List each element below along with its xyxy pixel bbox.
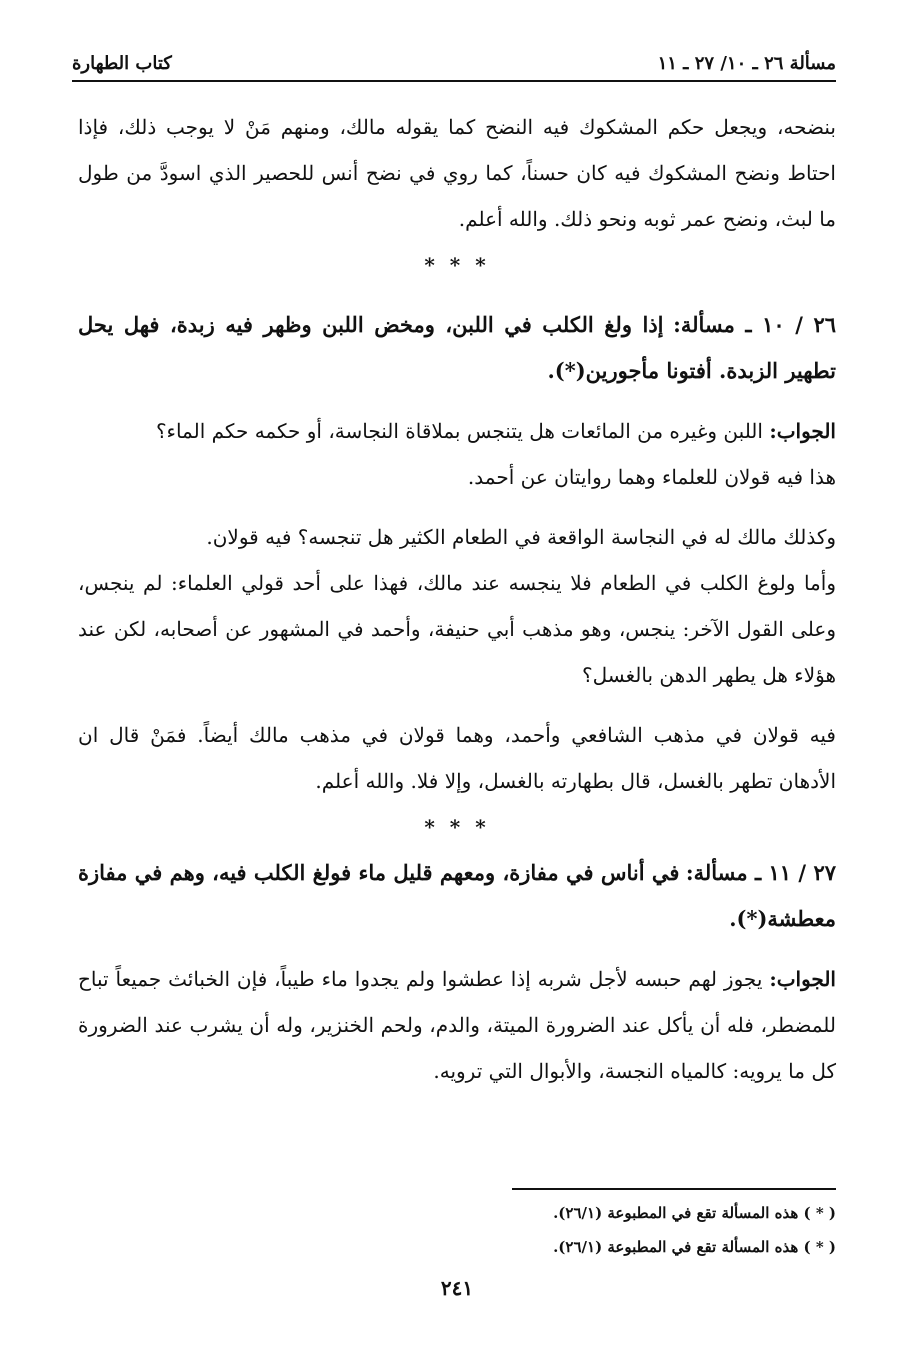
question-26 (78, 302, 836, 394)
question-27-heading: ٢٧ / ١١ ـ مسألة: (685, 860, 836, 885)
answer-26-paragraph: هذا فيه قولان للعلماء وهما روايتان عن أحمد. (467, 465, 836, 489)
question-26-heading: ٢٦ / ١٠ ـ مسألة: (673, 312, 836, 337)
question-27 (78, 850, 836, 942)
answer-27-paragraph (78, 956, 836, 1094)
header-rule (72, 80, 836, 82)
page-number: ٢٤١ (440, 1276, 474, 1300)
running-header (72, 38, 836, 74)
answer-27-text: يجوز لهم حبسه لأجل شربه إذا عطشوا ولم يجدوا ماء طيباً، فإن الخبائث جميعاً تباح للمضطر، فله أن يأكل عند الضرورة الميتة، والدم، ولحم الخنزير، وله أن يشرب عند الضرورة كل ما يرويه: كالمياه النجسة، والأبوال التي ترويه. (78, 967, 836, 1083)
answer-26-paragraph: وكذلك مالك له في النجاسة الواقعة في الطعام الكثير هل تنجسه؟ فيه قولان. (206, 525, 836, 549)
answer-26-paragraph (78, 408, 836, 454)
answer-27-label: الجواب: (769, 967, 836, 991)
footnote: ( * ) هذه المسألة تقع في المطبوعة (٢٦/١). (553, 1204, 836, 1222)
book-title: كتاب الطهارة (72, 53, 172, 74)
section-separator: * * * (424, 253, 490, 277)
footnote-rule (512, 1188, 836, 1190)
section-separator: * * * (424, 815, 490, 839)
footnote: ( * ) هذه المسألة تقع في المطبوعة (٢٦/١). (553, 1238, 836, 1256)
answer-26-label: الجواب: (769, 419, 836, 443)
answer-26-paragraph: وأما ولوغ الكلب في الطعام فلا ينجسه عند مالك، فهذا على أحد قولي العلماء: لم ينجس، وعلى القول الآخر: ينجس، وهو مذهب أبي حنيفة، وأحمد في المشهور عن أصحابه، لكن عند هؤلاء هل يطهر الدهن بالغسل؟ (78, 571, 836, 687)
answer-26-paragraph: فيه قولان في مذهب الشافعي وأحمد، وهما قولان في مذهب مالك أيضاً. فمَنْ قال ان الأدهان تطهر بالغسل، قال بطهارته بالغسل، وإلا فلا. والله أعلم. (78, 723, 836, 793)
intro-paragraph: بنضحه، ويجعل حكم المشكوك فيه النضح كما يقوله مالك، ومنهم مَنْ لا يوجب ذلك، فإذا احتاط ونضح المشكوك فيه كان حسناً، كما روي في نضح أنس للحصير الذي اسودَّ من طول ما لبث، ونضح عمر ثوبه ونحو ذلك. والله أعلم. (78, 115, 836, 231)
main-text (78, 104, 836, 1094)
issue-range: مسألة ٢٦ ـ ١٠/ ٢٧ ـ ١١ (657, 53, 836, 74)
question-27-text: في أناس في مفازة، ومعهم قليل ماء فولغ الكلب فيه، وهم في مفازة معطشة(*). (78, 860, 836, 931)
question-26-text: إذا ولغ الكلب في اللبن، ومخض اللبن وظهر فيه زبدة، فهل يحل تطهير الزبدة. أفتونا مأجورين(*). (78, 312, 836, 383)
answer-26-text: اللبن وغيره من المائعات هل يتنجس بملاقاة النجاسة، أو حكمه حكم الماء؟ (155, 419, 763, 443)
footnotes (78, 1196, 836, 1264)
